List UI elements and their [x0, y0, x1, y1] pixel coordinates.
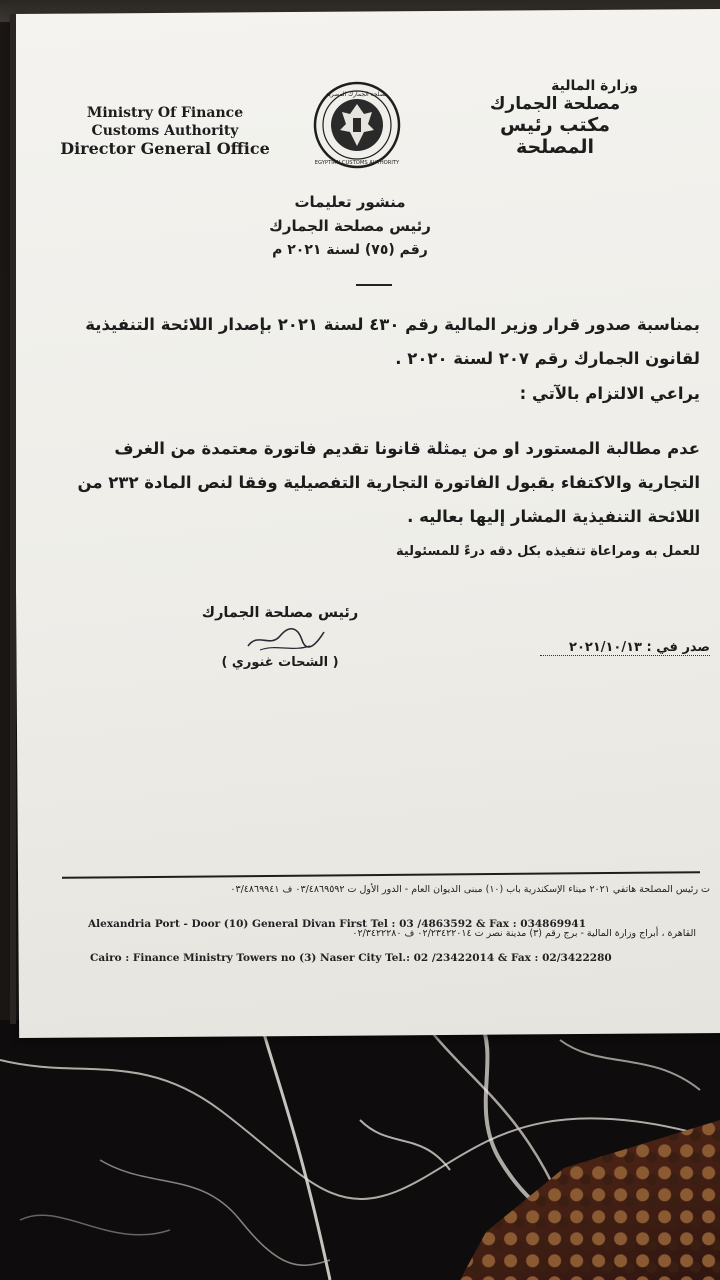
english-office-line: Director General Office — [60, 139, 270, 158]
footer-cairo-arabic: القاهرة ، أبراج وزارة المالية - برج رقم (٣) مدينة نصر ت ٠٢/٢٣٤٢٢٠١٤ ف ٠٢/٣٤٢٢٢٨٠ — [352, 928, 696, 939]
footer-alexandria-english: Alexandria Port - Door (10) General Divan First Tel : 03 /4863592 & Fax : 034869941 — [88, 918, 587, 930]
signatory-role: رئيس مصلحة الجمارك — [201, 605, 359, 621]
footer-alexandria-arabic: ت رئيس المصلحة هاتفي ٢٠٢١ ميناء الإسكندرية باب (١٠) مبنى الديوان العام - الدور الأول ت ٠٣/٤٨٦٩٥٩٢ ف ٠٣/٤٨٦٩٩٤١ — [230, 884, 710, 895]
body-paragraph-requirement: عدم مطالبة المستورد او من يمثلة قانونا تقديم فاتورة معتمدة من الغرف التجارية والاكتفاء بقبول الفاتورة التجارية التفصيلية وفقا لنص المادة ٢٣٢ من اللائحة التنفيذية المشار إليها بعاليه . — [77, 439, 700, 526]
body-paragraph-instruction: يراعي الالتزام بالآتي : — [519, 384, 700, 403]
title-divider — [356, 284, 392, 286]
arabic-ministry-line: وزارة المالية — [551, 78, 638, 94]
arabic-letterhead — [460, 78, 650, 158]
arabic-authority-line: مصلحة الجمارك — [489, 94, 621, 114]
svg-text:EGYPTIAN CUSTOMS AUTHORITY: EGYPTIAN CUSTOMS AUTHORITY — [314, 160, 400, 166]
svg-text:مصلحة الجمارك المصرية: مصلحة الجمارك المصرية — [325, 91, 389, 98]
english-ministry-line: Ministry Of Finance — [86, 105, 244, 121]
english-authority-line: Customs Authority — [91, 123, 239, 139]
circular-issuer: رئيس مصلحة الجمارك — [269, 217, 431, 235]
handwritten-signature — [240, 618, 330, 658]
arabic-office-line: مكتب رئيس المصلحة — [500, 114, 610, 158]
circular-type: منشور تعليمات — [294, 193, 406, 211]
paper-edge-shadow — [10, 14, 16, 1024]
signatory-name: ( الشحات غنوري ) — [221, 655, 339, 670]
english-letterhead — [60, 104, 270, 158]
circular-number: رقم (٧٥) لسنة ٢٠٢١ م — [272, 242, 428, 258]
customs-seal-logo — [312, 80, 402, 170]
body-paragraph-occasion: بمناسبة صدور قرار وزير المالية رقم ٤٣٠ لسنة ٢٠٢١ بإصدار اللائحة التنفيذية لقانون الجمارك رقم ٢٠٧ لسنة ٢٠٢٠ . — [85, 315, 700, 368]
body-paragraph-closing: للعمل به ومراعاة تنفيذه بكل دقه درءً للمسئولية — [395, 544, 700, 559]
issue-date: صدر في : ٢٠٢١/١٠/١٣ — [540, 640, 710, 656]
circular-title-block — [250, 190, 450, 262]
footer-cairo-english: Cairo : Finance Ministry Towers no (3) Naser City Tel.: 02 /23422014 & Fax : 02/3422280 — [90, 952, 612, 964]
